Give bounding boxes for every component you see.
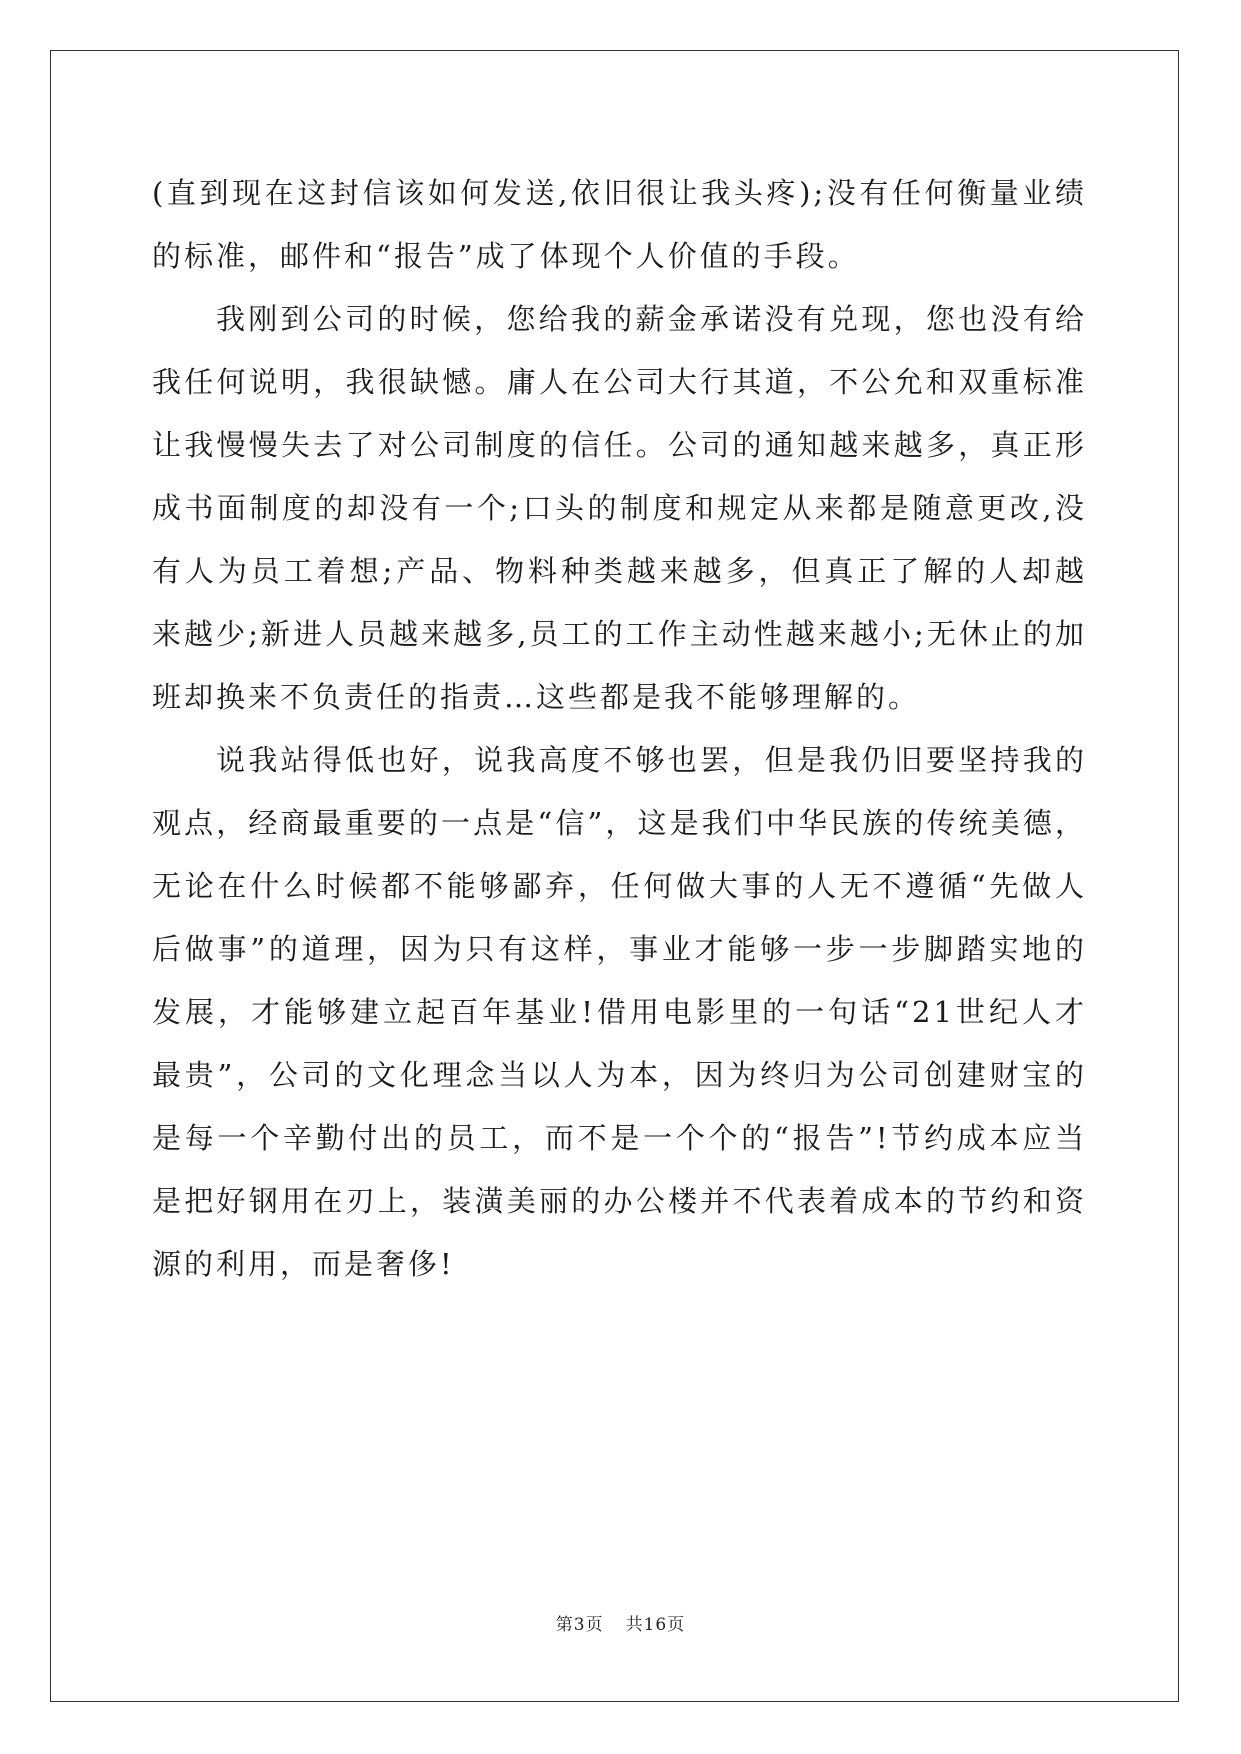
document-body	[152, 162, 1087, 1296]
page-footer	[0, 1610, 1241, 1635]
page-total: 共16页	[625, 1615, 686, 1635]
paragraph-2: 我刚到公司的时候，您给我的薪金承诺没有兑现，您也没有给我任何说明，我很缺憾。庸人在公司大行其道，不公允和双重标准让我慢慢失去了对公司制度的信任。公司的通知越来越多，真正形成书面制度的却没有一个;口头的制度和规定从来都是随意更改,没有人为员工着想;产品、物料种类越来越多，但真正了解的人却越来越少;新进人员越来越多,员工的工作主动性越来越小;无休止的加班却换来不负责任的指责…这些都是我不能够理解的。	[152, 302, 1087, 714]
paragraph-3: 说我站得低也好，说我高度不够也罢，但是我仍旧要坚持我的观点，经商最重要的一点是“信”，这是我们中华民族的传统美德，无论在什么时候都不能够鄙弃，任何做大事的人无不遵循“先做人后做事”的道理，因为只有这样，事业才能够一步一步脚踏实地的发展，才能够建立起百年基业!借用电影里的一句话“21世纪人才最贵”，公司的文化理念当以人为本，因为终归为公司创建财宝的是每一个辛勤付出的员工，而不是一个个的“报告”!节约成本应当是把好钢用在刃上，装潢美丽的办公楼并不代表着成本的节约和资源的利用，而是奢侈!	[152, 743, 1087, 1281]
page-number: 第3页	[555, 1615, 604, 1635]
paragraph-1: (直到现在这封信该如何发送,依旧很让我头疼);没有任何衡量业绩的标准，邮件和“报告”成了体现个人价值的手段。	[152, 176, 1087, 273]
